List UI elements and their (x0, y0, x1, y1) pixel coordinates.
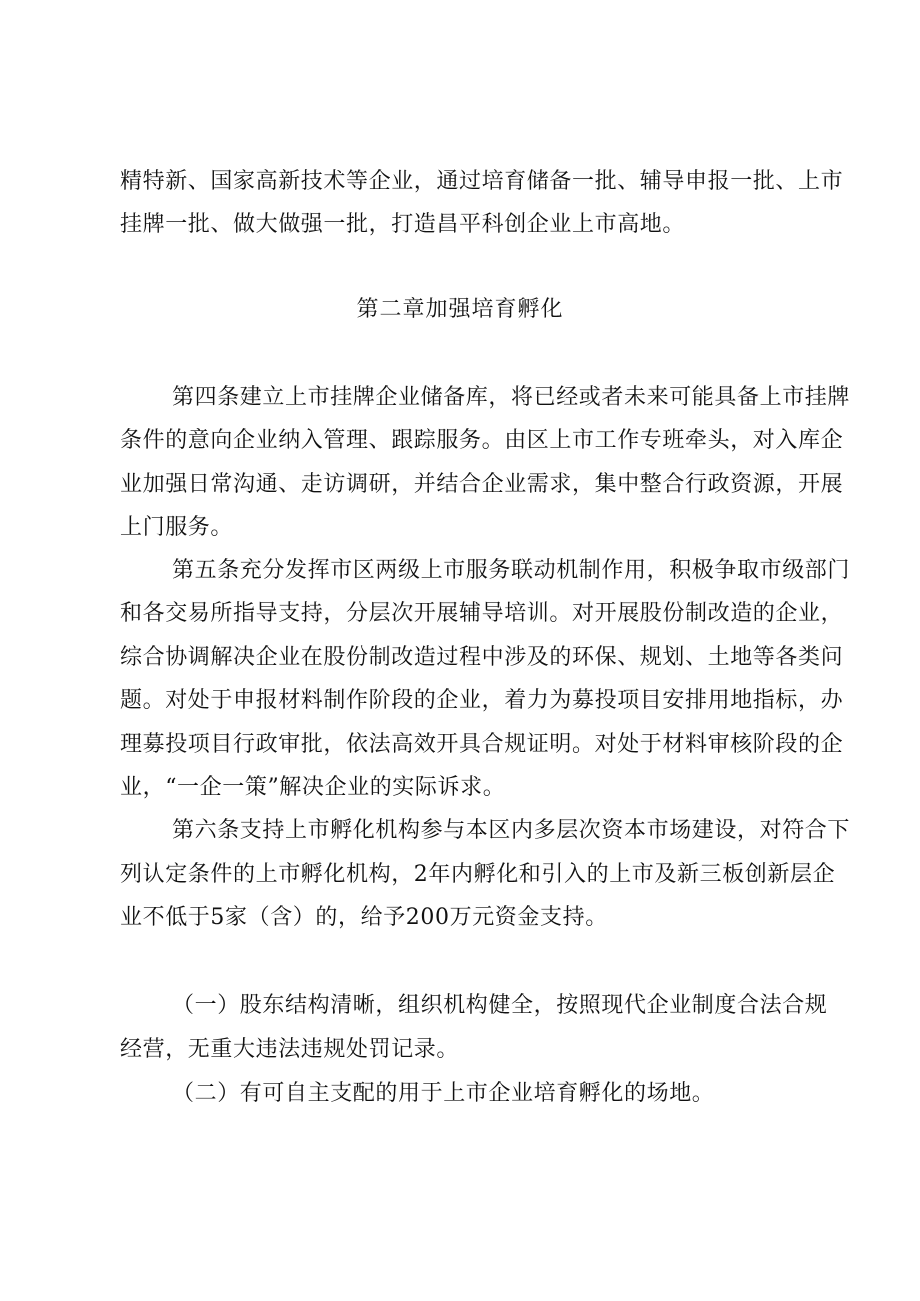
article5-line-3: 综合协调解决企业在股份制改造过程中涉及的环保、规划、土地等各类问 (120, 645, 844, 670)
article5-line-4: 题。对处于申报材料制作阶段的企业，着力为募投项目安排用地指标，办 (120, 688, 844, 713)
article6-line-3: 业不低于5家（含）的，给予200万元资金支持。 (120, 905, 608, 930)
article4-line-3: 业加强日常沟通、走访调研，并结合企业需求，集中整合行政资源，开展 (120, 472, 844, 497)
chapter-title: 第二章加强培育孵化 (356, 297, 564, 322)
article4-line-4: 上门服务。 (120, 515, 234, 540)
condition2-line-1: （二）有可自主支配的用于上市企业培育孵化的场地。 (172, 1081, 715, 1106)
article5-line-1: 第五条充分发挥市区两级上市服务联动机制作用，积极争取市级部门 (172, 558, 851, 583)
article5-line-2: 和各交易所指导支持，分层次开展辅导培训。对开展股份制改造的企业， (120, 601, 844, 626)
article4-line-2: 条件的意向企业纳入管理、跟踪服务。由区上市工作专班牵头，对入库企 (120, 428, 844, 453)
article6-line-1: 第六条支持上市孵化机构参与本区内多层次资本市场建设，对符合下 (172, 818, 851, 843)
intro-line-2: 挂牌一批、做大做强一批，打造昌平科创企业上市高地。 (120, 212, 686, 237)
article5-line-6: 业，“一企一策”解决企业的实际诉求。 (120, 775, 506, 800)
condition1-line-1: （一）股东结构清晰，组织机构健全，按照现代企业制度合法合规 (172, 993, 828, 1018)
intro-line-1: 精特新、国家高新技术等企业，通过培育储备一批、辅导申报一批、上市 (120, 169, 844, 194)
condition1-line-2: 经营，无重大违法违规处罚记录。 (120, 1037, 460, 1062)
article6-line-2: 列认定条件的上市孵化机构，2年内孵化和引入的上市及新三板创新层企 (120, 862, 836, 887)
article4-line-1: 第四条建立上市挂牌企业储备库，将已经或者未来可能具备上市挂牌 (172, 385, 851, 410)
article5-line-5: 理募投项目行政审批，依法高效开具合规证明。对处于材料审核阶段的企 (120, 732, 844, 757)
